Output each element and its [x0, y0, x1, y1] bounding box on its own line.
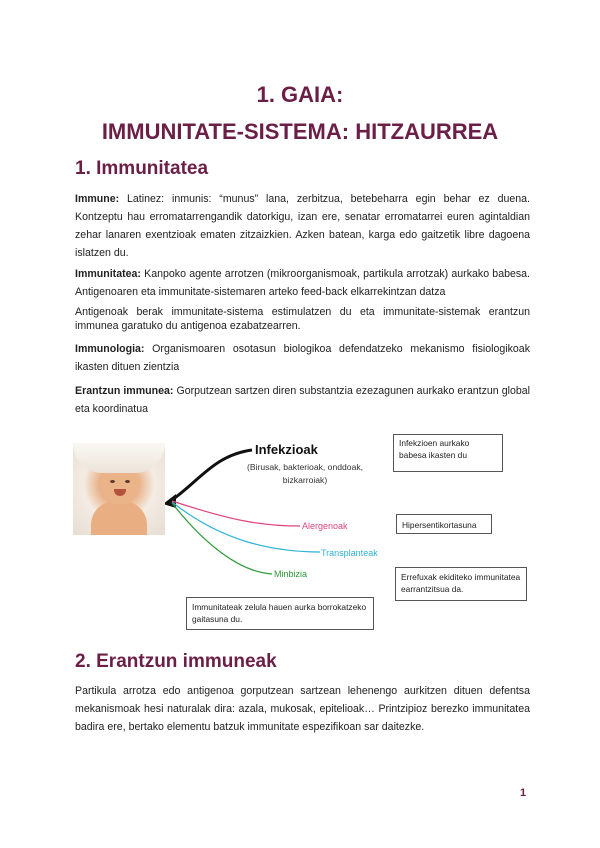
section-2-heading: 2. Erantzun immuneak: [75, 651, 277, 672]
baby-eye-left: [110, 480, 115, 483]
chapter-title: 1. GAIA:: [256, 82, 344, 107]
paragraph-antigenoak: Antigenoak berak immunitate-sistema estimulatzen du eta immunitate-sistemak erantzun immunea garatuko du antigenoa ezabatzearren.: [75, 306, 530, 332]
infections-label: Infekzioak: [255, 442, 318, 457]
term-erantzun-immunea: Erantzun immunea:: [75, 385, 174, 397]
infection-protection-box: Infekzioen aurkako babesa ikasten du: [393, 434, 503, 472]
text-immunologia: Organismoaren osotasun biologikoa defendatzeko mekanismo fisiologikoak ikasten dituen zientzia: [75, 343, 530, 373]
baby-eye-right: [125, 480, 130, 483]
transplant-line: [172, 502, 320, 552]
cancer-label: Minbizia: [274, 569, 308, 579]
baby-blanket: [73, 443, 165, 473]
paragraph-immune: [75, 190, 530, 262]
rejection-box: Errefuxak ekiditeko immunitatea earrantzitsua da.: [395, 567, 527, 601]
paragraph-erantzun-immunea: [75, 382, 530, 418]
text-immunitatea: Kanpoko agente arrotzen (mikroorganismoak, partikula arrotzak) aurkako babesa. Antigenoaren eta immunitate-sistemaren arteko feed-back elkarrekintzan datza: [75, 268, 530, 298]
infection-arrow: [172, 450, 252, 500]
allergens-label: Alergenoak: [302, 521, 348, 531]
transplants-label: Transplanteak: [321, 548, 378, 558]
term-immunologia: Immunologia:: [75, 343, 145, 355]
infections-types: (Birusak, bakterioak, onddoak, bizkarroiak): [246, 462, 364, 485]
paragraph-immunologia: [75, 340, 530, 376]
chapter-subtitle: IMMUNITATE-SISTEMA: HITZAURREA: [101, 119, 499, 144]
paragraph-immunitatea: [75, 265, 530, 301]
term-immunitatea: Immunitatea:: [75, 268, 141, 280]
section-1-heading: 1. Immunitatea: [75, 158, 209, 179]
baby-photo: [73, 443, 165, 535]
immunity-cells-box: Immunitateak zelula hauen aurka borrokatzeko gaitasuna du.: [186, 597, 374, 630]
baby-body: [91, 501, 147, 535]
allergen-line: [172, 501, 300, 526]
text-erantzun-immunea: Gorputzean sartzen diren substantzia ezezagunen aurkako erantzun global eta koordinatua: [75, 385, 530, 415]
baby-mouth: [114, 489, 126, 496]
paragraph-erantzun-immuneak: Partikula arrotza edo antigenoa gorputzean sartzean lehenengo aurkitzen dituen defentsa mekanismoak hesi naturalak dira: azala, mukosak, epitelioak… Printzipioz berezko immunitatea badira ere, bertako elementu batzuk immunitate espezifikoan sar daitezke.: [75, 685, 530, 733]
page-number: 1: [520, 787, 527, 799]
text-immune: Latinez: inmunis: “munus” lana, zerbitzua, betebeharra egin behar ez duena. Kontzeptu hau erromatarrengandik datorkigu, izan ere, senatar erromatarrei euren agintaldian zehar lanaren exentzioak ematen zitzaizkien. Azken batean, karga edo gaitzetik libre dagoena islatzen du.: [75, 193, 530, 259]
term-immune: Immune:: [75, 193, 120, 205]
hypersensitivity-box: Hipersentikortasuna: [396, 514, 492, 534]
